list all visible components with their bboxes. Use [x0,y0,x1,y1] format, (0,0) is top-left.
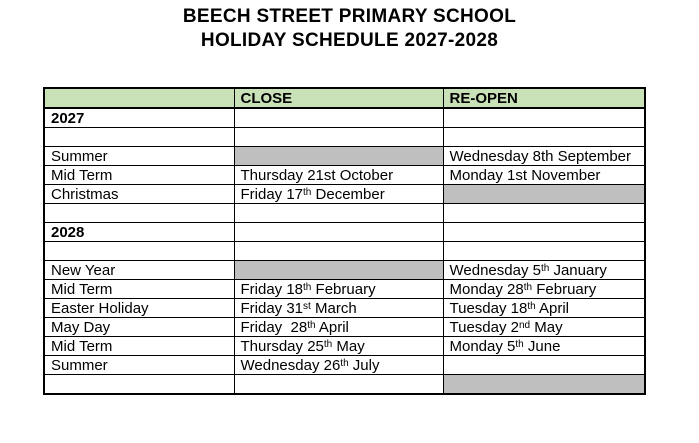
reopen-date-cell [443,375,645,395]
close-date-cell: Friday 28th April [234,318,443,337]
close-date-cell: Wednesday 26th July [234,356,443,375]
table-row [44,299,645,318]
close-date-cell: Thursday 21st October [234,166,443,185]
column-header-blank [44,88,234,108]
table-row [44,223,645,242]
close-date-cell [234,375,443,395]
close-date-cell [234,261,443,280]
holiday-name-cell: Mid Term [44,166,234,185]
holiday-name-cell: Mid Term [44,337,234,356]
reopen-date-cell [443,128,645,147]
reopen-date-cell [443,242,645,261]
close-date-cell [234,242,443,261]
header-row [44,88,645,108]
table-row [44,242,645,261]
holiday-name-cell: 2027 [44,108,234,128]
close-date-cell: Thursday 25th May [234,337,443,356]
holiday-name-cell: Christmas [44,185,234,204]
reopen-date-cell: Wednesday 5th January [443,261,645,280]
holiday-name-cell: Summer [44,147,234,166]
close-date-cell: Friday 18th February [234,280,443,299]
reopen-date-cell: Monday 1st November [443,166,645,185]
holiday-name-cell: Summer [44,356,234,375]
title-line-1: BEECH STREET PRIMARY SCHOOL [182,6,517,27]
reopen-date-cell [443,223,645,242]
reopen-date-cell: Monday 5th June [443,337,645,356]
table-row [44,108,645,128]
holiday-name-cell [44,375,234,395]
table-row [44,147,645,166]
close-date-cell [234,204,443,223]
close-date-cell [234,128,443,147]
close-date-cell [234,147,443,166]
table-row [44,337,645,356]
reopen-date-cell: Tuesday 2nd May [443,318,645,337]
table-body [44,108,645,394]
holiday-name-cell [44,128,234,147]
table-row [44,166,645,185]
close-date-cell [234,223,443,242]
table-row [44,128,645,147]
page-title [0,5,699,53]
holiday-name-cell [44,242,234,261]
table-row [44,375,645,395]
holiday-name-cell: Mid Term [44,280,234,299]
table-row [44,318,645,337]
holiday-name-cell: May Day [44,318,234,337]
holiday-schedule-table [43,87,646,395]
column-header-reopen: RE-OPEN [443,88,645,108]
table-row [44,261,645,280]
reopen-date-cell [443,185,645,204]
close-date-cell: Friday 31st March [234,299,443,318]
table-row [44,356,645,375]
close-date-cell [234,108,443,128]
reopen-date-cell: Wednesday 8th September [443,147,645,166]
reopen-date-cell [443,204,645,223]
table-row [44,185,645,204]
holiday-name-cell: New Year [44,261,234,280]
table-row [44,280,645,299]
holiday-name-cell [44,204,234,223]
reopen-date-cell: Monday 28th February [443,280,645,299]
reopen-date-cell [443,108,645,128]
title-line-2: HOLIDAY SCHEDULE 2027-2028 [200,30,499,51]
holiday-name-cell: 2028 [44,223,234,242]
reopen-date-cell: Tuesday 18th April [443,299,645,318]
close-date-cell: Friday 17th December [234,185,443,204]
reopen-date-cell [443,356,645,375]
holiday-name-cell: Easter Holiday [44,299,234,318]
table-row [44,204,645,223]
column-header-close: CLOSE [234,88,443,108]
